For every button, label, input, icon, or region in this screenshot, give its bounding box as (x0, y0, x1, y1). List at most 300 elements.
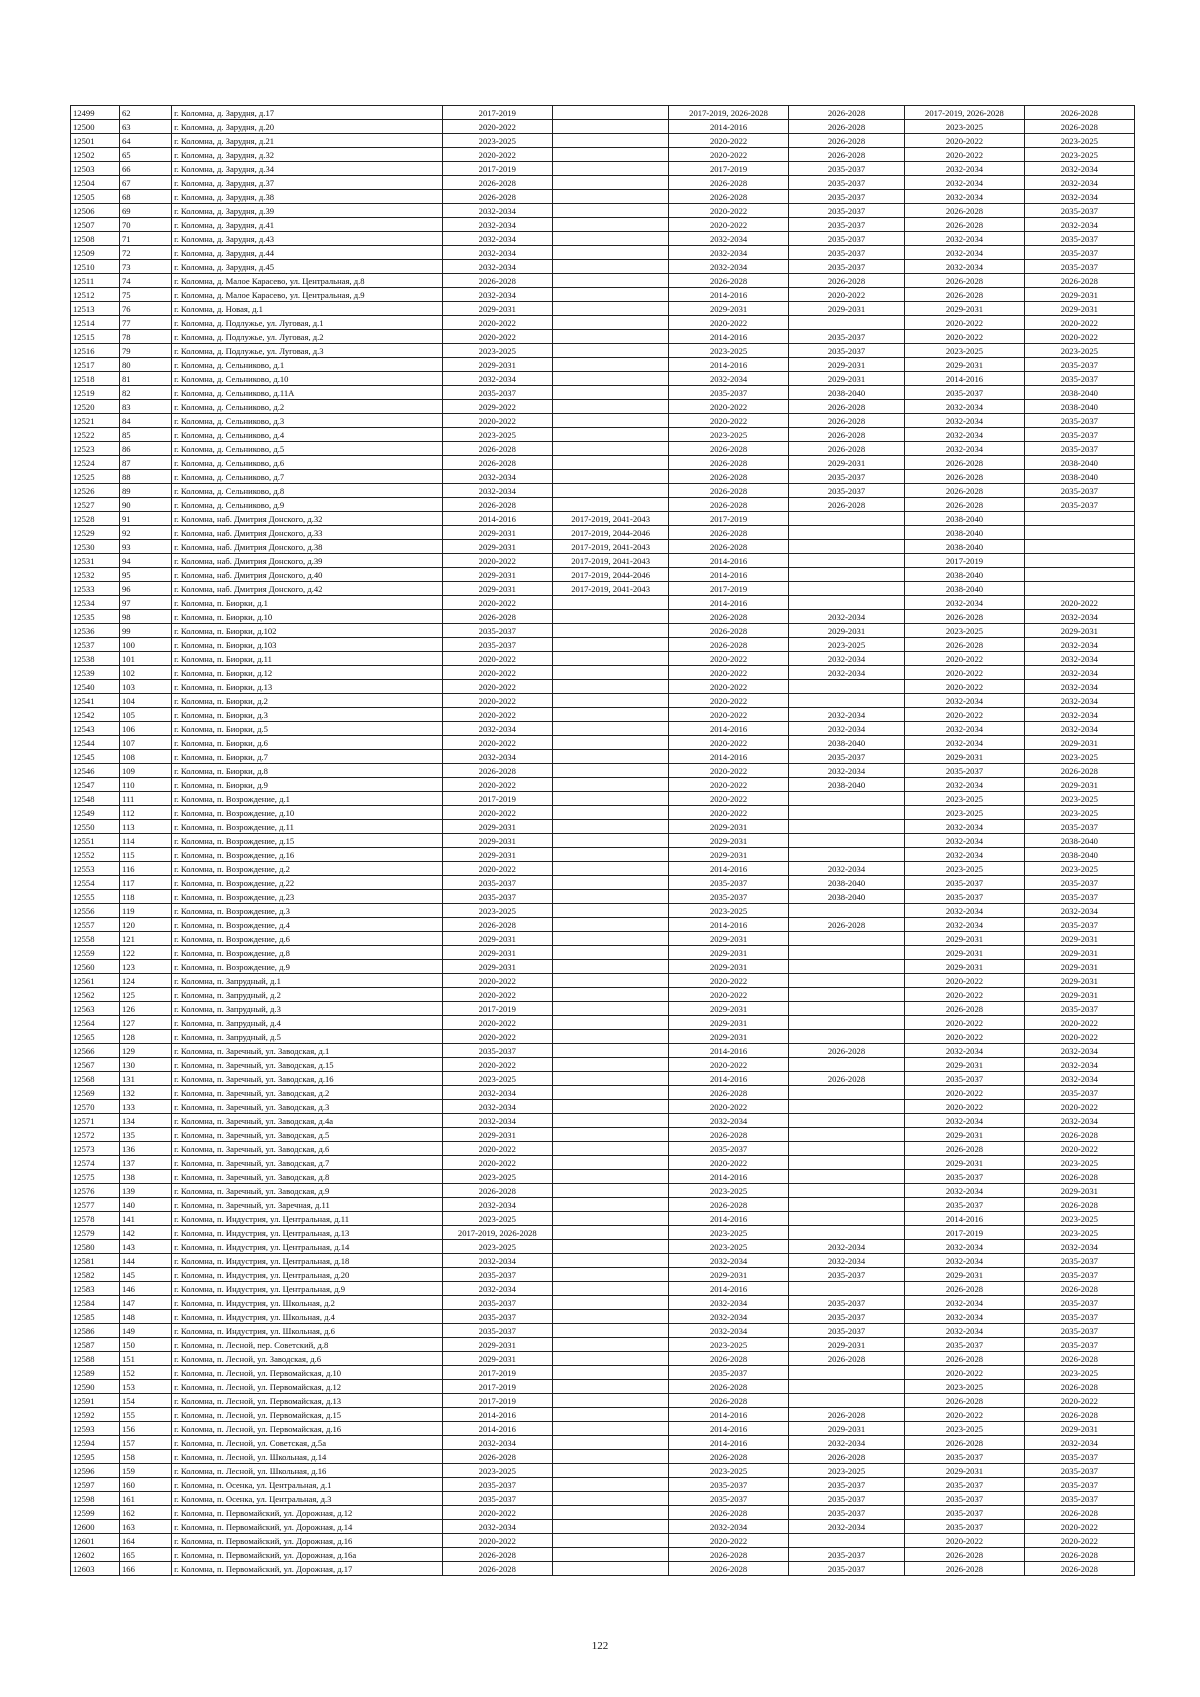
address-cell: г. Коломна, д. Подлужье, ул. Луговая, д.2 (172, 330, 443, 344)
period-col-1-cell: 2020-2022 (442, 120, 552, 134)
address-cell: г. Коломна, п. Заречный, ул. Заводская, д.1 (172, 1044, 443, 1058)
period-col-2-cell (552, 1268, 668, 1282)
period-col-3-cell: 2017-2019 (669, 512, 788, 526)
period-col-5-cell: 2029-2031 (905, 1268, 1024, 1282)
item-number-cell: 96 (120, 582, 172, 596)
period-col-3-cell: 2014-2016 (669, 1422, 788, 1436)
period-col-6-cell: 2032-2034 (1024, 1436, 1134, 1450)
period-col-2-cell (552, 834, 668, 848)
table-row (71, 540, 1135, 554)
table-row (71, 1100, 1135, 1114)
address-cell: г. Коломна, п. Лесной, ул. Первомайская, д.13 (172, 1394, 443, 1408)
row-id-cell: 12509 (71, 246, 120, 260)
period-col-1-cell: 2032-2034 (442, 1198, 552, 1212)
period-col-5-cell: 2020-2022 (905, 1030, 1024, 1044)
row-id-cell: 12530 (71, 540, 120, 554)
period-col-2-cell (552, 1156, 668, 1170)
address-cell: г. Коломна, п. Заречный, ул. Заводская, д.8 (172, 1170, 443, 1184)
address-cell: г. Коломна, п. Индустрия, ул. Школьная, д.4 (172, 1310, 443, 1324)
period-col-3-cell: 2029-2031 (669, 932, 788, 946)
period-col-6-cell: 2032-2034 (1024, 666, 1134, 680)
period-col-4-cell: 2038-2040 (788, 876, 904, 890)
period-col-6-cell: 2029-2031 (1024, 1422, 1134, 1436)
table-row (71, 274, 1135, 288)
address-cell: г. Коломна, наб. Дмитрия Донского, д.40 (172, 568, 443, 582)
period-col-5-cell: 2020-2022 (905, 708, 1024, 722)
item-number-cell: 144 (120, 1254, 172, 1268)
period-col-1-cell: 2026-2028 (442, 764, 552, 778)
period-col-4-cell (788, 694, 904, 708)
period-col-4-cell: 2032-2034 (788, 708, 904, 722)
table-row (71, 344, 1135, 358)
period-col-2-cell (552, 1408, 668, 1422)
row-id-cell: 12516 (71, 344, 120, 358)
period-col-5-cell: 2023-2025 (905, 624, 1024, 638)
period-col-1-cell: 2020-2022 (442, 862, 552, 876)
period-col-6-cell: 2038-2040 (1024, 834, 1134, 848)
period-col-2-cell (552, 862, 668, 876)
period-col-6-cell: 2026-2028 (1024, 106, 1134, 120)
period-col-2-cell (552, 1450, 668, 1464)
period-col-1-cell: 2029-2031 (442, 960, 552, 974)
period-col-5-cell: 2032-2034 (905, 1310, 1024, 1324)
row-id-cell: 12558 (71, 932, 120, 946)
period-col-2-cell (552, 946, 668, 960)
row-id-cell: 12519 (71, 386, 120, 400)
period-col-4-cell: 2029-2031 (788, 1422, 904, 1436)
period-col-6-cell: 2026-2028 (1024, 1548, 1134, 1562)
address-cell: г. Коломна, п. Заречный, ул. Заводская, д.15 (172, 1058, 443, 1072)
period-col-4-cell: 2035-2037 (788, 1492, 904, 1506)
period-col-2-cell (552, 162, 668, 176)
period-col-4-cell: 2035-2037 (788, 484, 904, 498)
period-col-5-cell: 2032-2034 (905, 736, 1024, 750)
period-col-6-cell: 2035-2037 (1024, 890, 1134, 904)
period-col-4-cell: 2035-2037 (788, 1478, 904, 1492)
period-col-2-cell (552, 1226, 668, 1240)
item-number-cell: 126 (120, 1002, 172, 1016)
row-id-cell: 12528 (71, 512, 120, 526)
row-id-cell: 12592 (71, 1408, 120, 1422)
period-col-3-cell: 2026-2028 (669, 1394, 788, 1408)
period-col-6-cell (1024, 554, 1134, 568)
table-row (71, 946, 1135, 960)
period-col-4-cell: 2032-2034 (788, 722, 904, 736)
item-number-cell: 70 (120, 218, 172, 232)
period-col-2-cell (552, 1492, 668, 1506)
period-col-5-cell: 2032-2034 (905, 176, 1024, 190)
period-col-5-cell: 2032-2034 (905, 1184, 1024, 1198)
table-row (71, 1226, 1135, 1240)
period-col-1-cell: 2020-2022 (442, 666, 552, 680)
period-col-4-cell: 2035-2037 (788, 1310, 904, 1324)
period-col-3-cell: 2026-2028 (669, 1086, 788, 1100)
item-number-cell: 155 (120, 1408, 172, 1422)
period-col-6-cell: 2035-2037 (1024, 498, 1134, 512)
item-number-cell: 130 (120, 1058, 172, 1072)
period-col-6-cell: 2020-2022 (1024, 1534, 1134, 1548)
item-number-cell: 84 (120, 414, 172, 428)
period-col-3-cell: 2020-2022 (669, 680, 788, 694)
period-col-6-cell: 2032-2034 (1024, 1072, 1134, 1086)
table-row (71, 1030, 1135, 1044)
period-col-3-cell: 2026-2028 (669, 442, 788, 456)
period-col-1-cell: 2032-2034 (442, 372, 552, 386)
row-id-cell: 12507 (71, 218, 120, 232)
period-col-3-cell: 2020-2022 (669, 694, 788, 708)
item-number-cell: 74 (120, 274, 172, 288)
period-col-1-cell: 2035-2037 (442, 1324, 552, 1338)
period-col-6-cell: 2023-2025 (1024, 1212, 1134, 1226)
table-row (71, 848, 1135, 862)
address-cell: г. Коломна, д. Зарудня, д.41 (172, 218, 443, 232)
table-row (71, 232, 1135, 246)
table-row (71, 918, 1135, 932)
period-col-5-cell: 2026-2028 (905, 274, 1024, 288)
period-col-2-cell (552, 428, 668, 442)
period-col-1-cell: 2026-2028 (442, 1450, 552, 1464)
item-number-cell: 166 (120, 1562, 172, 1576)
period-col-6-cell: 2023-2025 (1024, 792, 1134, 806)
item-number-cell: 159 (120, 1464, 172, 1478)
period-col-1-cell: 2032-2034 (442, 232, 552, 246)
period-col-6-cell (1024, 568, 1134, 582)
period-col-4-cell: 2035-2037 (788, 1506, 904, 1520)
period-col-2-cell (552, 820, 668, 834)
period-col-6-cell: 2035-2037 (1024, 918, 1134, 932)
period-col-2-cell (552, 1044, 668, 1058)
period-col-5-cell: 2032-2034 (905, 1324, 1024, 1338)
period-col-6-cell: 2029-2031 (1024, 302, 1134, 316)
item-number-cell: 132 (120, 1086, 172, 1100)
period-col-6-cell: 2032-2034 (1024, 162, 1134, 176)
period-col-2-cell (552, 1114, 668, 1128)
table-row (71, 1128, 1135, 1142)
period-col-2-cell (552, 596, 668, 610)
item-number-cell: 160 (120, 1478, 172, 1492)
period-col-6-cell: 2026-2028 (1024, 1198, 1134, 1212)
period-col-3-cell: 2020-2022 (669, 652, 788, 666)
row-id-cell: 12523 (71, 442, 120, 456)
period-col-1-cell: 2023-2025 (442, 134, 552, 148)
address-cell: г. Коломна, п. Запрудный, д.3 (172, 1002, 443, 1016)
period-col-1-cell: 2023-2025 (442, 1240, 552, 1254)
row-id-cell: 12571 (71, 1114, 120, 1128)
period-col-4-cell (788, 792, 904, 806)
address-cell: г. Коломна, наб. Дмитрия Донского, д.32 (172, 512, 443, 526)
period-col-1-cell: 2020-2022 (442, 1058, 552, 1072)
period-col-6-cell: 2032-2034 (1024, 176, 1134, 190)
period-col-6-cell: 2023-2025 (1024, 1366, 1134, 1380)
row-id-cell: 12541 (71, 694, 120, 708)
period-col-1-cell: 2020-2022 (442, 1156, 552, 1170)
item-number-cell: 120 (120, 918, 172, 932)
period-col-1-cell: 2020-2022 (442, 736, 552, 750)
item-number-cell: 148 (120, 1310, 172, 1324)
row-id-cell: 12532 (71, 568, 120, 582)
period-col-5-cell: 2029-2031 (905, 1128, 1024, 1142)
address-cell: г. Коломна, п. Индустрия, ул. Школьная, д.6 (172, 1324, 443, 1338)
row-id-cell: 12511 (71, 274, 120, 288)
period-col-5-cell: 2026-2028 (905, 484, 1024, 498)
period-col-1-cell: 2020-2022 (442, 316, 552, 330)
table-row (71, 1296, 1135, 1310)
item-number-cell: 143 (120, 1240, 172, 1254)
address-cell: г. Коломна, д. Малое Карасево, ул. Центральная, д.9 (172, 288, 443, 302)
address-cell: г. Коломна, п. Первомайский, ул. Дорожная, д.12 (172, 1506, 443, 1520)
period-col-1-cell: 2035-2037 (442, 1296, 552, 1310)
period-col-6-cell: 2026-2028 (1024, 1562, 1134, 1576)
item-number-cell: 112 (120, 806, 172, 820)
period-col-5-cell: 2035-2037 (905, 1170, 1024, 1184)
period-col-1-cell: 2032-2034 (442, 470, 552, 484)
table-row (71, 288, 1135, 302)
period-col-6-cell: 2029-2031 (1024, 946, 1134, 960)
row-id-cell: 12513 (71, 302, 120, 316)
item-number-cell: 152 (120, 1366, 172, 1380)
period-col-1-cell: 2029-2031 (442, 526, 552, 540)
period-col-4-cell (788, 1086, 904, 1100)
period-col-1-cell: 2020-2022 (442, 330, 552, 344)
address-cell: г. Коломна, д. Сельниково, д.11А (172, 386, 443, 400)
period-col-3-cell: 2032-2034 (669, 232, 788, 246)
period-col-1-cell: 2035-2037 (442, 1268, 552, 1282)
item-number-cell: 153 (120, 1380, 172, 1394)
period-col-3-cell: 2014-2016 (669, 918, 788, 932)
period-col-1-cell: 2023-2025 (442, 1212, 552, 1226)
period-col-6-cell: 2020-2022 (1024, 1030, 1134, 1044)
row-id-cell: 12535 (71, 610, 120, 624)
period-col-6-cell: 2032-2034 (1024, 638, 1134, 652)
period-col-6-cell: 2032-2034 (1024, 904, 1134, 918)
item-number-cell: 164 (120, 1534, 172, 1548)
period-col-3-cell: 2020-2022 (669, 792, 788, 806)
period-col-1-cell: 2017-2019 (442, 792, 552, 806)
item-number-cell: 109 (120, 764, 172, 778)
period-col-5-cell: 2038-2040 (905, 568, 1024, 582)
table-row (71, 1044, 1135, 1058)
table-row (71, 386, 1135, 400)
period-col-4-cell (788, 554, 904, 568)
row-id-cell: 12593 (71, 1422, 120, 1436)
period-col-6-cell: 2026-2028 (1024, 764, 1134, 778)
address-cell: г. Коломна, п. Лесной, ул. Первомайская, д.16 (172, 1422, 443, 1436)
address-cell: г. Коломна, п. Возрождение, д.1 (172, 792, 443, 806)
period-col-4-cell: 2029-2031 (788, 302, 904, 316)
item-number-cell: 69 (120, 204, 172, 218)
period-col-4-cell: 2032-2034 (788, 666, 904, 680)
period-col-4-cell (788, 820, 904, 834)
item-number-cell: 103 (120, 680, 172, 694)
item-number-cell: 104 (120, 694, 172, 708)
period-col-1-cell: 2023-2025 (442, 1464, 552, 1478)
row-id-cell: 12588 (71, 1352, 120, 1366)
period-col-5-cell: 2020-2022 (905, 1534, 1024, 1548)
period-col-2-cell (552, 1520, 668, 1534)
period-col-5-cell: 2026-2028 (905, 470, 1024, 484)
period-col-6-cell (1024, 512, 1134, 526)
period-col-4-cell (788, 1128, 904, 1142)
period-col-4-cell: 2023-2025 (788, 1464, 904, 1478)
item-number-cell: 156 (120, 1422, 172, 1436)
address-cell: г. Коломна, д. Зарудня, д.20 (172, 120, 443, 134)
period-col-5-cell: 2032-2034 (905, 162, 1024, 176)
period-col-1-cell: 2032-2034 (442, 246, 552, 260)
period-col-6-cell: 2032-2034 (1024, 610, 1134, 624)
address-cell: г. Коломна, п. Первомайский, ул. Дорожная, д.16а (172, 1548, 443, 1562)
period-col-5-cell: 2035-2037 (905, 1478, 1024, 1492)
period-col-5-cell: 2020-2022 (905, 134, 1024, 148)
table-row (71, 708, 1135, 722)
period-col-6-cell: 2023-2025 (1024, 148, 1134, 162)
period-col-4-cell: 2032-2034 (788, 610, 904, 624)
table-row (71, 1394, 1135, 1408)
period-col-2-cell (552, 1254, 668, 1268)
period-col-5-cell: 2029-2031 (905, 1058, 1024, 1072)
period-col-1-cell: 2017-2019 (442, 1394, 552, 1408)
address-cell: г. Коломна, п. Возрождение, д.8 (172, 946, 443, 960)
period-col-2-cell (552, 372, 668, 386)
period-col-2-cell: 2017-2019, 2041-2043 (552, 582, 668, 596)
item-number-cell: 133 (120, 1100, 172, 1114)
table-row (71, 638, 1135, 652)
period-col-4-cell: 2032-2034 (788, 862, 904, 876)
period-col-2-cell (552, 1506, 668, 1520)
period-col-2-cell (552, 932, 668, 946)
period-col-5-cell: 2032-2034 (905, 400, 1024, 414)
period-col-2-cell (552, 120, 668, 134)
item-number-cell: 62 (120, 106, 172, 120)
period-col-4-cell: 2029-2031 (788, 456, 904, 470)
period-col-1-cell: 2026-2028 (442, 610, 552, 624)
period-col-1-cell: 2032-2034 (442, 722, 552, 736)
item-number-cell: 73 (120, 260, 172, 274)
address-cell: г. Коломна, п. Лесной, ул. Первомайская, д.10 (172, 1366, 443, 1380)
period-col-5-cell: 2026-2028 (905, 1394, 1024, 1408)
table-row (71, 442, 1135, 456)
table-row (71, 134, 1135, 148)
address-cell: г. Коломна, д. Сельниково, д.7 (172, 470, 443, 484)
period-col-5-cell: 2017-2019, 2026-2028 (905, 106, 1024, 120)
period-col-5-cell: 2026-2028 (905, 610, 1024, 624)
period-col-3-cell: 2020-2022 (669, 988, 788, 1002)
item-number-cell: 134 (120, 1114, 172, 1128)
period-col-1-cell: 2014-2016 (442, 512, 552, 526)
period-col-5-cell: 2035-2037 (905, 764, 1024, 778)
address-cell: г. Коломна, п. Индустрия, ул. Центральная, д.14 (172, 1240, 443, 1254)
period-col-6-cell: 2023-2025 (1024, 1156, 1134, 1170)
address-cell: г. Коломна, п. Возрождение, д.2 (172, 862, 443, 876)
address-cell: г. Коломна, п. Лесной, ул. Советская, д.5а (172, 1436, 443, 1450)
address-cell: г. Коломна, д. Сельниково, д.6 (172, 456, 443, 470)
period-col-4-cell: 2035-2037 (788, 330, 904, 344)
period-col-6-cell: 2035-2037 (1024, 876, 1134, 890)
period-col-6-cell: 2032-2034 (1024, 680, 1134, 694)
period-col-6-cell: 2029-2031 (1024, 736, 1134, 750)
period-col-5-cell: 2035-2037 (905, 890, 1024, 904)
period-col-3-cell: 2029-2031 (669, 302, 788, 316)
table-row (71, 148, 1135, 162)
row-id-cell: 12553 (71, 862, 120, 876)
period-col-4-cell: 2035-2037 (788, 218, 904, 232)
period-col-2-cell (552, 274, 668, 288)
item-number-cell: 114 (120, 834, 172, 848)
period-col-6-cell: 2035-2037 (1024, 442, 1134, 456)
period-col-6-cell: 2035-2037 (1024, 372, 1134, 386)
item-number-cell: 131 (120, 1072, 172, 1086)
address-cell: г. Коломна, п. Лесной, пер. Советский, д.8 (172, 1338, 443, 1352)
period-col-6-cell: 2029-2031 (1024, 624, 1134, 638)
table-row (71, 470, 1135, 484)
period-col-5-cell: 2032-2034 (905, 1044, 1024, 1058)
table-row (71, 988, 1135, 1002)
address-cell: г. Коломна, п. Заречный, ул. Заводская, д.5 (172, 1128, 443, 1142)
item-number-cell: 64 (120, 134, 172, 148)
row-id-cell: 12555 (71, 890, 120, 904)
row-id-cell: 12581 (71, 1254, 120, 1268)
period-col-1-cell: 2032-2034 (442, 1086, 552, 1100)
period-col-4-cell: 2032-2034 (788, 1240, 904, 1254)
row-id-cell: 12546 (71, 764, 120, 778)
period-col-3-cell: 2017-2019 (669, 582, 788, 596)
period-col-2-cell (552, 890, 668, 904)
period-col-6-cell: 2032-2034 (1024, 218, 1134, 232)
row-id-cell: 12542 (71, 708, 120, 722)
address-cell: г. Коломна, п. Заречный, ул. Заводская, д.3 (172, 1100, 443, 1114)
address-cell: г. Коломна, п. Запрудный, д.4 (172, 1016, 443, 1030)
period-col-4-cell (788, 960, 904, 974)
period-col-5-cell: 2023-2025 (905, 120, 1024, 134)
table-row (71, 1450, 1135, 1464)
address-cell: г. Коломна, д. Сельниково, д.1 (172, 358, 443, 372)
address-cell: г. Коломна, п. Возрождение, д.9 (172, 960, 443, 974)
period-col-2-cell (552, 316, 668, 330)
item-number-cell: 63 (120, 120, 172, 134)
period-col-1-cell: 2035-2037 (442, 890, 552, 904)
period-col-3-cell: 2029-2031 (669, 834, 788, 848)
period-col-3-cell: 2020-2022 (669, 1156, 788, 1170)
period-col-5-cell: 2020-2022 (905, 148, 1024, 162)
period-col-4-cell: 2035-2037 (788, 1296, 904, 1310)
table-body (71, 106, 1135, 1576)
address-cell: г. Коломна, п. Индустрия, ул. Центральная, д.20 (172, 1268, 443, 1282)
period-col-3-cell: 2020-2022 (669, 708, 788, 722)
period-col-3-cell: 2014-2016 (669, 330, 788, 344)
period-col-1-cell: 2029-2031 (442, 302, 552, 316)
table-row (71, 260, 1135, 274)
period-col-6-cell: 2035-2037 (1024, 1296, 1134, 1310)
period-col-4-cell (788, 1534, 904, 1548)
period-col-1-cell: 2032-2034 (442, 204, 552, 218)
address-cell: г. Коломна, п. Биорки, д.6 (172, 736, 443, 750)
row-id-cell: 12539 (71, 666, 120, 680)
period-col-1-cell: 2020-2022 (442, 554, 552, 568)
row-id-cell: 12549 (71, 806, 120, 820)
item-number-cell: 77 (120, 316, 172, 330)
period-col-1-cell: 2020-2022 (442, 778, 552, 792)
address-cell: г. Коломна, д. Зарудня, д.39 (172, 204, 443, 218)
item-number-cell: 83 (120, 400, 172, 414)
row-id-cell: 12580 (71, 1240, 120, 1254)
period-col-2-cell (552, 1296, 668, 1310)
table-row (71, 694, 1135, 708)
table-row (71, 680, 1135, 694)
period-col-4-cell: 2038-2040 (788, 386, 904, 400)
period-col-2-cell (552, 190, 668, 204)
period-col-5-cell: 2023-2025 (905, 806, 1024, 820)
period-col-4-cell (788, 932, 904, 946)
table-row (71, 1422, 1135, 1436)
